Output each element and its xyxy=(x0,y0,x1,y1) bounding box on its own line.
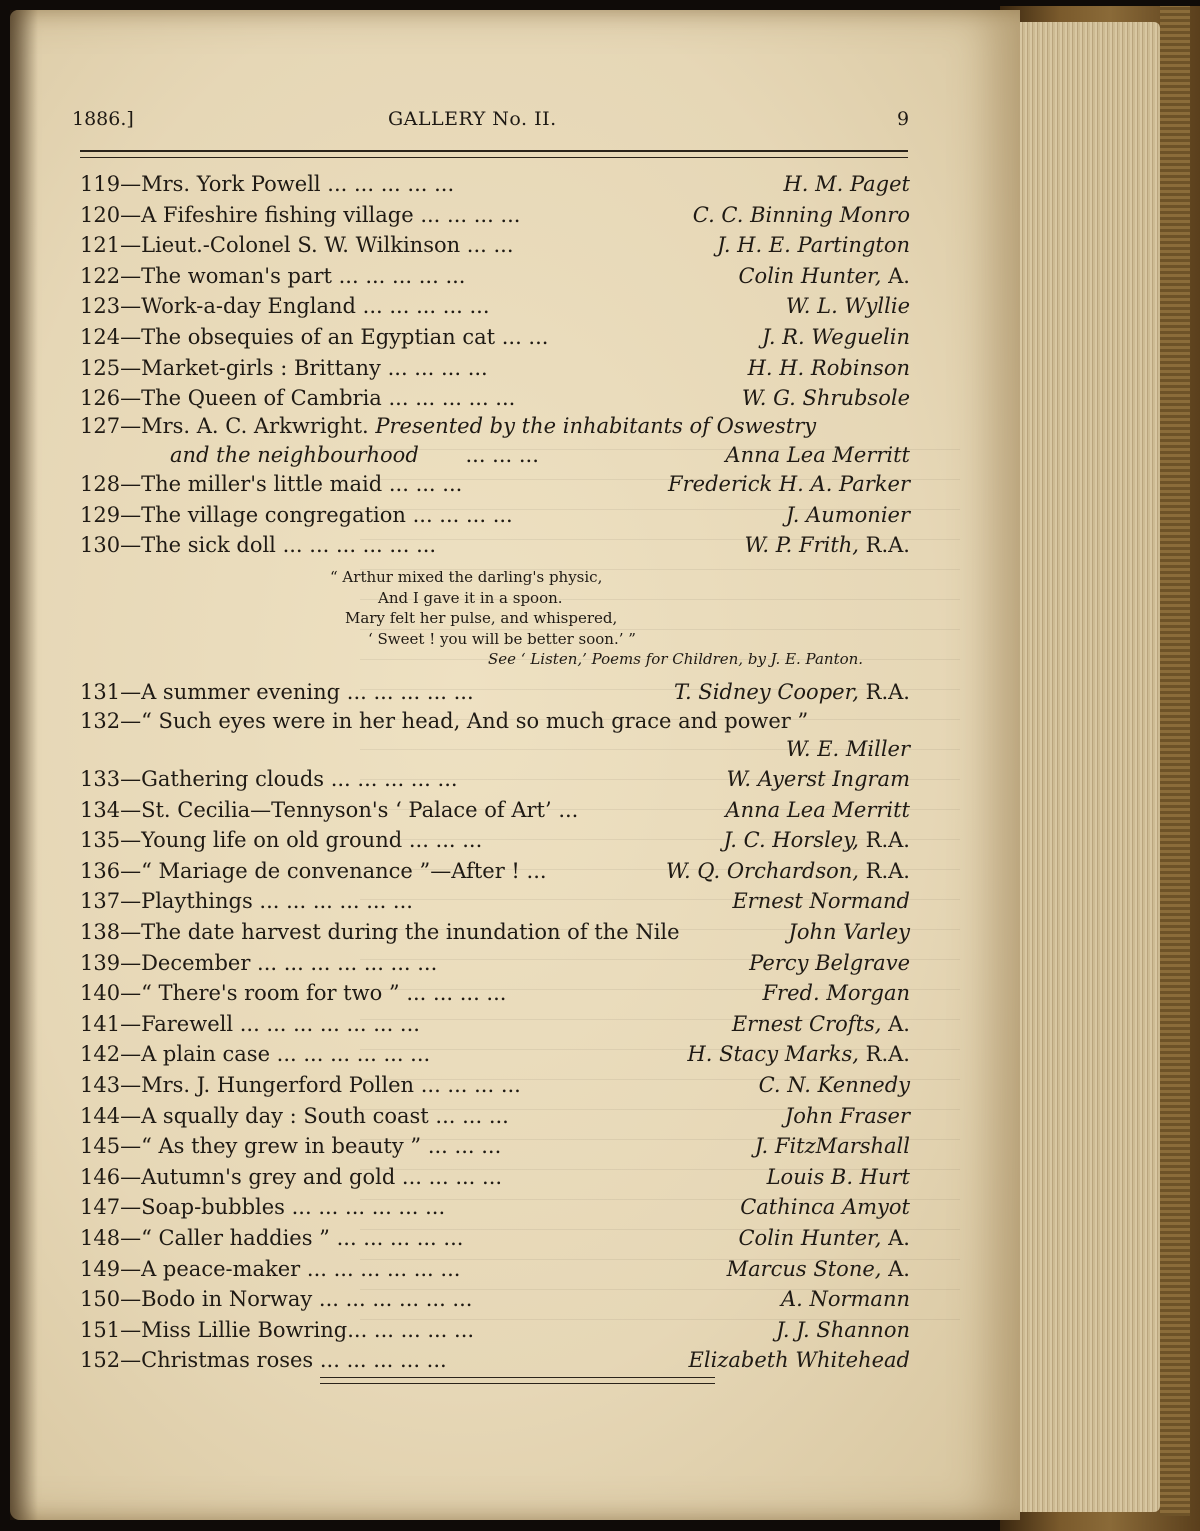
artist-honour: R.A. xyxy=(858,533,910,558)
entry-title: 136—“ Mariage de convenance ”—After ! ... xyxy=(80,858,547,883)
entry-row xyxy=(80,1348,910,1378)
entry-artist xyxy=(693,203,910,227)
quote-line-4: ‘ Sweet ! you will be better soon.’ ” xyxy=(368,630,636,648)
entry-row xyxy=(80,1073,910,1103)
entry-row xyxy=(80,472,910,502)
artist-honour: A. xyxy=(881,1226,910,1250)
artist-name: H. Stacy Marks, xyxy=(687,1042,859,1067)
entry-title: 130—The sick doll ... ... ... ... ... ... xyxy=(80,533,437,558)
entry-127-name: 127—Mrs. A. C. Arkwright. xyxy=(80,414,369,438)
entry-127-line1 xyxy=(80,414,910,444)
page-edges xyxy=(1010,22,1160,1512)
artist-name: Colin Hunter, xyxy=(738,1226,882,1250)
entry-row xyxy=(80,767,910,797)
quote-line-2: And I gave it in a spoon. xyxy=(378,589,563,607)
entry-title: 148—“ Caller haddies ” ... ... ... ... ... xyxy=(80,1226,464,1250)
entry-title: 126—The Queen of Cambria ... ... ... ... ... xyxy=(80,386,516,411)
entry-row xyxy=(80,533,910,563)
entry-title: 142—A plain case ... ... ... ... ... ... xyxy=(80,1042,431,1067)
entry-row xyxy=(80,920,910,950)
entry-row xyxy=(80,503,910,533)
entry-artist xyxy=(668,472,910,496)
cover-cloth xyxy=(1160,6,1190,1516)
artist-name: W. Q. Orchardson, xyxy=(666,858,859,883)
entry-row xyxy=(80,1226,910,1256)
entry-row xyxy=(80,1318,910,1348)
artist-honour: R.A. xyxy=(858,1042,910,1067)
entry-artist xyxy=(786,294,910,318)
entry-title: 149—A peace-maker ... ... ... ... ... ... xyxy=(80,1256,461,1281)
artist-honour: R.A. xyxy=(858,828,910,853)
entry-artist xyxy=(689,1348,910,1372)
artist-honour: A. xyxy=(881,1256,910,1281)
entry-artist xyxy=(755,1134,910,1158)
entry-row xyxy=(80,951,910,981)
entry-title: 121—Lieut.-Colonel S. W. Wilkinson ... ... xyxy=(80,233,514,258)
entry-title: 145—“ As they grew in beauty ” ... ... ... xyxy=(80,1134,502,1159)
artist-name: Fred. Morgan xyxy=(762,981,910,1006)
entry-artist xyxy=(726,767,910,791)
quote-line-3: Mary felt her pulse, and whispered, xyxy=(345,609,618,627)
entry-artist xyxy=(759,1073,910,1097)
artist-name: J. FitzMarshall xyxy=(754,1134,910,1159)
artist-name: Marcus Stone, xyxy=(726,1256,882,1281)
artist-name: C. N. Kennedy xyxy=(758,1073,910,1097)
entry-row xyxy=(80,356,910,386)
entry-row xyxy=(80,203,910,233)
entry-row xyxy=(80,233,910,263)
entry-127-note-cont: and the neighbourhood xyxy=(170,443,419,467)
artist-honour: A. xyxy=(881,1011,910,1036)
entry-127-artist: Anna Lea Merritt xyxy=(725,443,910,467)
entry-title: 141—Farewell ... ... ... ... ... ... ... xyxy=(80,1011,420,1036)
entry-artist xyxy=(762,325,910,349)
entry-132 xyxy=(80,709,910,739)
entry-row xyxy=(80,859,910,889)
artist-name: Anna Lea Merritt xyxy=(725,797,910,822)
artist-name: W. P. Frith, xyxy=(744,533,859,558)
entry-title: 131—A summer evening ... ... ... ... ... xyxy=(80,680,474,704)
entry-artist xyxy=(749,951,910,975)
entry-artist xyxy=(785,1104,910,1128)
entry-title: 133—Gathering clouds ... ... ... ... ... xyxy=(80,767,458,791)
entry-132-artist: W. E. Miller xyxy=(785,737,910,761)
entry-row xyxy=(80,828,910,858)
entry-127-line2 xyxy=(80,443,910,473)
entry-artist xyxy=(776,1318,910,1342)
artist-name: John Varley xyxy=(788,920,910,944)
artist-name: H. M. Paget xyxy=(783,172,910,196)
entry-row xyxy=(80,1287,910,1317)
entry-title: 122—The woman's part ... ... ... ... ... xyxy=(80,263,466,288)
quote-source: See ‘ Listen,’ Poems for Children, by J. E. Panton. xyxy=(488,650,864,668)
artist-name: Cathinca Amyot xyxy=(740,1195,910,1220)
entry-artist xyxy=(740,1195,910,1219)
artist-honour: A. xyxy=(881,263,910,288)
artist-name: W. Ayerst Ingram xyxy=(726,767,910,791)
entry-row xyxy=(80,680,910,710)
entry-row xyxy=(80,264,910,294)
artist-honour: R.A. xyxy=(858,680,910,704)
entry-row xyxy=(80,172,910,202)
entry-artist xyxy=(732,1012,910,1036)
entry-title: 134—St. Cecilia—Tennyson's ‘ Palace of Art’ ... xyxy=(80,797,579,822)
entry-title: 119—Mrs. York Powell ... ... ... ... ... xyxy=(80,172,455,196)
entry-132-artist-line xyxy=(80,737,910,767)
artist-name: Frederick H. A. Parker xyxy=(668,472,910,496)
entry-artist xyxy=(738,264,910,288)
end-rule-bottom xyxy=(320,1383,715,1384)
entry-artist xyxy=(783,172,910,196)
artist-name: Ernest Normand xyxy=(732,889,910,914)
entry-row xyxy=(80,386,910,416)
entry-title: 150—Bodo in Norway ... ... ... ... ... ... xyxy=(80,1287,473,1312)
entry-title: 125—Market-girls : Brittany ... ... ... ... xyxy=(80,355,488,380)
entry-artist xyxy=(732,889,910,913)
entry-artist xyxy=(748,356,910,380)
entry-title: 147—Soap-bubbles ... ... ... ... ... ... xyxy=(80,1195,446,1220)
header-rule-thin xyxy=(80,157,908,158)
entry-artist xyxy=(781,1287,910,1311)
entry-artist xyxy=(738,1226,910,1250)
entry-title: 151—Miss Lillie Bowring... ... ... ... ... xyxy=(80,1317,475,1342)
entry-127-note: Presented by the inhabitants of Oswestry xyxy=(375,414,817,438)
entry-title: 139—December ... ... ... ... ... ... ... xyxy=(80,950,438,975)
header-title: GALLERY No. II. xyxy=(388,108,557,130)
artist-name: J. J. Shannon xyxy=(776,1317,910,1342)
artist-name: J. C. Horsley, xyxy=(723,828,859,853)
entry-title: 137—Playthings ... ... ... ... ... ... xyxy=(80,889,413,914)
entry-title: 124—The obsequies of an Egyptian cat ... ... xyxy=(80,325,549,349)
entry-row xyxy=(80,1134,910,1164)
entry-artist xyxy=(742,386,910,410)
entry-artist xyxy=(727,1257,910,1281)
entry-title: 146—Autumn's grey and gold ... ... ... ... xyxy=(80,1164,503,1189)
header-rule-thick xyxy=(80,150,908,152)
entry-artist xyxy=(788,920,910,944)
entry-artist xyxy=(725,798,910,822)
entry-127-title xyxy=(80,414,816,438)
artist-name: J. H. E. Partington xyxy=(717,233,910,258)
entry-title: 135—Young life on old ground ... ... ... xyxy=(80,828,483,853)
entry-row xyxy=(80,294,910,324)
entry-row xyxy=(80,1012,910,1042)
entry-title: 120—A Fifeshire fishing village ... ... ... ... xyxy=(80,202,521,227)
header-year: 1886.] xyxy=(72,108,134,130)
artist-name: Louis B. Hurt xyxy=(766,1164,910,1189)
artist-name: A. Normann xyxy=(780,1287,910,1312)
entry-artist xyxy=(687,1042,910,1066)
entry-row xyxy=(80,1257,910,1287)
entry-132-title: 132—“ Such eyes were in her head, And so much grace and power ” xyxy=(80,709,809,733)
entry-artist xyxy=(666,859,910,883)
entry-artist xyxy=(786,503,910,527)
entry-row xyxy=(80,889,910,919)
quote-line-1: “ Arthur mixed the darling's physic, xyxy=(330,568,603,586)
entry-title: 144—A squally day : South coast ... ... ... xyxy=(80,1103,509,1128)
entry-artist xyxy=(674,680,910,704)
entry-title: 143—Mrs. J. Hungerford Pollen ... ... ... ... xyxy=(80,1073,521,1097)
entry-row xyxy=(80,1165,910,1195)
entry-artist xyxy=(717,233,910,257)
entry-row xyxy=(80,325,910,355)
entry-row xyxy=(80,798,910,828)
artist-name: Colin Hunter, xyxy=(738,263,882,288)
gutter-shadow xyxy=(10,10,38,1520)
entry-title: 152—Christmas roses ... ... ... ... ... xyxy=(80,1348,447,1373)
entry-title: 123—Work-a-day England ... ... ... ... ... xyxy=(80,294,490,319)
end-rule-top xyxy=(320,1377,715,1378)
entry-row xyxy=(80,1042,910,1072)
entry-title: 128—The miller's little maid ... ... ... xyxy=(80,472,463,496)
entry-title: 140—“ There's room for two ” ... ... ... ... xyxy=(80,981,507,1006)
entry-127-cont xyxy=(170,443,539,467)
artist-name: C. C. Binning Monro xyxy=(692,202,910,227)
artist-name: Percy Belgrave xyxy=(749,950,910,975)
entry-row xyxy=(80,981,910,1011)
artist-name: T. Sidney Cooper, xyxy=(674,680,859,704)
entry-artist xyxy=(724,828,911,852)
entry-artist xyxy=(745,533,910,557)
entry-127-dots: ... ... ... xyxy=(465,443,539,467)
artist-name: H. H. Robinson xyxy=(747,355,910,380)
entry-title: 138—The date harvest during the inundation of the Nile xyxy=(80,920,680,944)
artist-name: W. G. Shrubsole xyxy=(741,386,910,411)
artist-name: J. R. Weguelin xyxy=(762,325,910,349)
entry-title: 129—The village congregation ... ... ... ... xyxy=(80,502,513,527)
artist-honour: R.A. xyxy=(858,858,910,883)
artist-name: Elizabeth Whitehead xyxy=(688,1348,910,1373)
artist-name: J. Aumonier xyxy=(785,502,910,527)
entry-artist xyxy=(767,1165,910,1189)
artist-name: John Fraser xyxy=(784,1103,910,1128)
artist-name: W. L. Wyllie xyxy=(785,294,910,319)
entry-artist xyxy=(762,981,910,1005)
artist-name: Ernest Crofts, xyxy=(731,1011,882,1036)
entry-row xyxy=(80,1195,910,1225)
page-number: 9 xyxy=(897,108,910,130)
entry-row xyxy=(80,1104,910,1134)
